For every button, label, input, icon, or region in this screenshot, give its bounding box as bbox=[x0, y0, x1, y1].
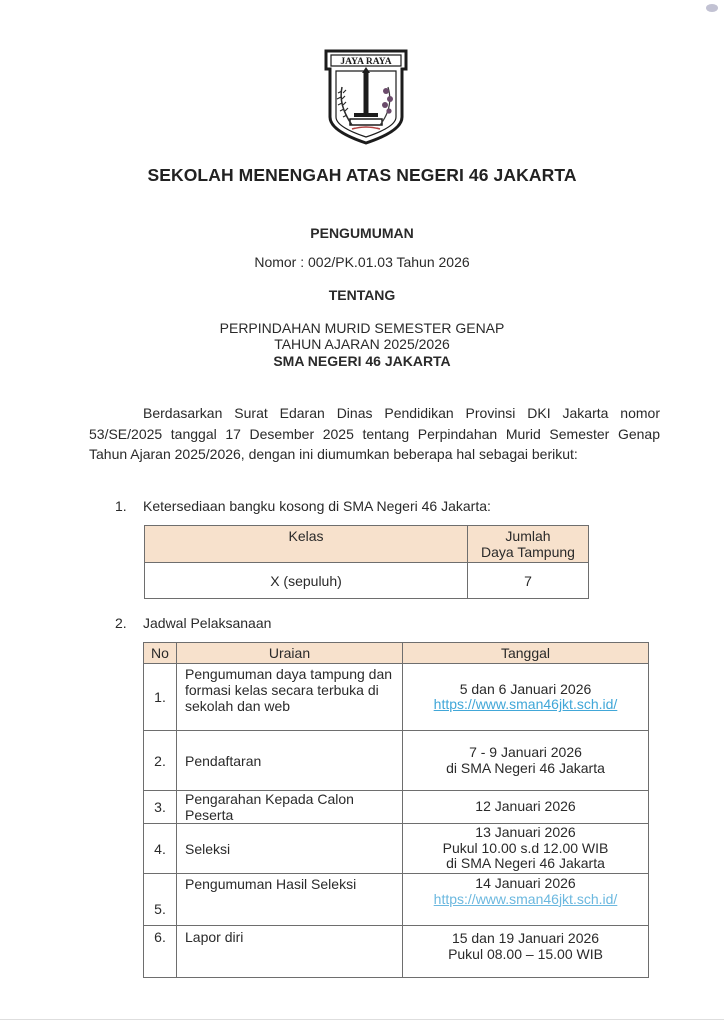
subject-line-2: TAHUN AJARAN 2025/2026 bbox=[274, 336, 450, 352]
subject-line-3: SMA NEGERI 46 JAKARTA bbox=[273, 353, 451, 369]
jaya-raya-crest-icon bbox=[322, 47, 410, 145]
cell-tanggal: 12 Januari 2026 bbox=[403, 791, 649, 824]
tanggal-line: 7 - 9 Januari 2026 bbox=[469, 744, 582, 760]
table-row bbox=[144, 731, 649, 791]
capacity-table-header bbox=[145, 526, 589, 563]
header-no: No bbox=[144, 643, 177, 664]
tanggal-line: di SMA Negeri 46 Jakarta bbox=[446, 855, 605, 872]
school-name: SEKOLAH MENENGAH ATAS NEGERI 46 JAKARTA bbox=[147, 165, 577, 185]
website-link[interactable]: https://www.sman46jkt.sch.id/ bbox=[433, 696, 618, 712]
tanggal-line: 15 dan 19 Januari 2026 bbox=[451, 930, 600, 946]
header-jumlah-line1: Jumlah bbox=[505, 528, 551, 544]
page-edge-line bbox=[0, 1019, 724, 1020]
logo-motto: JAYA RAYA bbox=[340, 57, 392, 67]
cell-no: 1. bbox=[144, 664, 177, 731]
intro-line-3: Tahun Ajaran 2025/2026, dengan ini diumumkan beberapa hal sebagai berikut: bbox=[89, 446, 578, 462]
tanggal-line: 14 Januari 2026 bbox=[475, 875, 576, 891]
cell-kelas: X (sepuluh) bbox=[145, 563, 468, 599]
cell-uraian: Pengarahan Kepada Calon Peserta bbox=[177, 791, 403, 824]
table-row bbox=[144, 791, 649, 824]
cell-no: 4. bbox=[144, 824, 177, 874]
scan-speck bbox=[706, 4, 718, 12]
announcement-title: PENGUMUMAN bbox=[310, 225, 414, 241]
tanggal-line: 5 dan 6 Januari 2026 bbox=[459, 680, 592, 697]
section-2-title: Jadwal Pelaksanaan bbox=[143, 615, 272, 631]
tanggal-line: Pukul 10.00 s.d 12.00 WIB bbox=[442, 839, 609, 856]
intro-line-1: Berdasarkan Surat Edaran Dinas Pendidikan Provinsi DKI Jakarta nomor bbox=[143, 405, 660, 421]
uraian-line: formasi kelas secara terbuka di bbox=[185, 682, 379, 698]
header-kelas: Kelas bbox=[145, 526, 468, 563]
intro-paragraph bbox=[89, 403, 660, 465]
uraian-line: sekolah dan web bbox=[185, 698, 291, 714]
cell-tanggal bbox=[403, 731, 649, 791]
subject-line-1: PERPINDAHAN MURID SEMESTER GENAP bbox=[219, 320, 505, 336]
cell-uraian: Seleksi bbox=[177, 824, 403, 874]
header-uraian: Uraian bbox=[177, 643, 403, 664]
table-row bbox=[145, 563, 589, 599]
tanggal-line: 13 Januari 2026 bbox=[475, 824, 576, 841]
cell-tanggal bbox=[403, 874, 649, 926]
header-tanggal: Tanggal bbox=[403, 643, 649, 664]
uraian-line: Pengumuman daya tampung dan bbox=[185, 666, 393, 682]
cell-tanggal bbox=[403, 926, 649, 978]
section-2-number: 2. bbox=[115, 615, 127, 631]
announcement-number: Nomor : 002/PK.01.03 Tahun 2026 bbox=[254, 254, 470, 270]
table-row bbox=[144, 926, 649, 978]
intro-line-2: 53/SE/2025 tanggal 17 Desember 2025 tentang Perpindahan Murid Semester Genap bbox=[89, 425, 660, 442]
section-1-number: 1. bbox=[115, 498, 127, 514]
cell-uraian: Pengumuman Hasil Seleksi bbox=[177, 874, 403, 926]
header-jumlah-line2: Daya Tampung bbox=[481, 544, 575, 560]
cell-no: 3. bbox=[144, 791, 177, 824]
cell-no: 2. bbox=[144, 731, 177, 791]
cell-jumlah: 7 bbox=[468, 563, 589, 599]
schedule-table-header bbox=[144, 643, 649, 664]
table-row bbox=[144, 824, 649, 874]
cell-uraian: Lapor diri bbox=[177, 926, 403, 978]
about-label: TENTANG bbox=[328, 287, 396, 303]
cell-uraian: Pendaftaran bbox=[177, 731, 403, 791]
tanggal-line: Pukul 08.00 – 15.00 WIB bbox=[448, 945, 603, 962]
table-row bbox=[144, 874, 649, 926]
capacity-table bbox=[144, 525, 589, 599]
cell-no: 6. bbox=[144, 926, 177, 978]
cell-uraian bbox=[177, 664, 403, 731]
table-row bbox=[144, 664, 649, 731]
tanggal-line: di SMA Negeri 46 Jakarta bbox=[446, 759, 605, 776]
cell-tanggal bbox=[403, 824, 649, 874]
cell-tanggal bbox=[403, 664, 649, 731]
website-link[interactable]: https://www.sman46jkt.sch.id/ bbox=[433, 890, 618, 907]
cell-no: 5. bbox=[144, 874, 177, 926]
header-jumlah bbox=[468, 526, 589, 563]
schedule-table bbox=[143, 642, 649, 978]
section-1-title: Ketersediaan bangku kosong di SMA Negeri 46 Jakarta: bbox=[143, 498, 491, 514]
